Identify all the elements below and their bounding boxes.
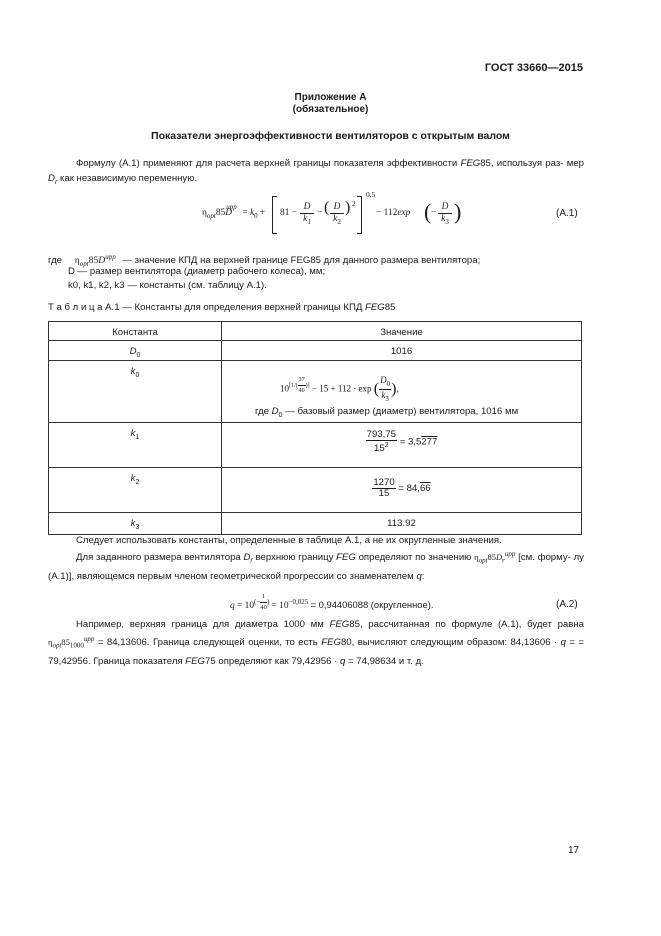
table-row: $k_2$ $\frac{1270}{15}$ = 84,66 — [49, 467, 582, 512]
constants-table — [48, 321, 582, 535]
formula-a1-label: (А.1) — [556, 208, 578, 219]
paragraph-intro: Формулу (А.1) применяют для расчета верхней границы показателя эффективности FEG85, используя раз- мер $D_r$ как независимую переменную. — [48, 158, 585, 186]
paragraph-example: Например, верхняя граница для диаметра 1000 мм FEG85, рассчитанная по формуле (А.1), будет равна $\eta_{opt}85_{1000}^{upp} = 84,13606$. Граница следующей оценки, то есть FEG80, вычисляют следующим образом: 84,13606 · q = = 79,42956. Граница показателя FEG75 определяют как 79,42956 · q = 74,98634 и т. д. — [48, 619, 584, 667]
table-row: $k_1$ $\frac{793,75}{15^2}$ = 3,5277 — [49, 422, 582, 467]
where-line1: где $\eta_{opt}85D^{upp}$ — значение КПД на верхней границе FEG85 для данного размера вентилятора; — [48, 253, 481, 269]
table-header-constant: Константа — [49, 322, 222, 341]
table-row: $k_0$ 10[1/( 37 40 )] − 15 + 112 · exp ( $\frac{D_0}{k_3}$ ), где $D_0$ — базовый размер (диаметр) вентилятора, 1016 мм — [49, 360, 582, 422]
table-header-value: Значение — [222, 322, 582, 341]
table-row: $D_0$ 1016 — [49, 341, 582, 361]
table-caption: Т а б л и ц а А.1 — Константы для определения верхней границы КПД FEG85 — [48, 302, 396, 313]
where-line3: k0, k1, k2, k3 — константы (см. таблицу А.1). — [68, 280, 267, 291]
appendix-title: Приложение А — [294, 92, 367, 103]
section-title: Показатели энергоэффективности вентиляторов с открытым валом — [151, 130, 510, 142]
document-header: ГОСТ 33660—2015 — [484, 62, 583, 74]
where-line2: D — размер вентилятора (диаметр рабочего колеса), мм; — [68, 266, 326, 277]
paragraph-note: Следует использовать константы, определенные в таблице А.1, а не их округленные значения. — [76, 535, 502, 546]
table-row: $k_3$ 113.92 — [49, 512, 582, 534]
paragraph-feg-definition: Для заданного размера вентилятора $D_r$ верхнюю границу FEG определяют по значению $\eta_{opt}85D_r^{upp}$ [см. форму- лу (А.1)], являющемся первым членом геометрической прогрессии со знаменателем q: — [48, 550, 584, 582]
formula-a2-label: (А.2) — [556, 599, 578, 610]
formula-a2: $q = 10^{(- \frac{1}{40} )} = 10^{-0,025} = 0,94406088$ (округленное). — [230, 593, 434, 612]
formula-a1: $\eta_{opt}85D$ upp = $k_0$ + 81 − D $k_1$ − ( D $k_2$ ) 2 0,5 − 112exp ( − D $k_3$ ) — [202, 196, 442, 236]
page-number: 17 — [568, 845, 580, 856]
appendix-status: (обязательное) — [292, 104, 369, 115]
